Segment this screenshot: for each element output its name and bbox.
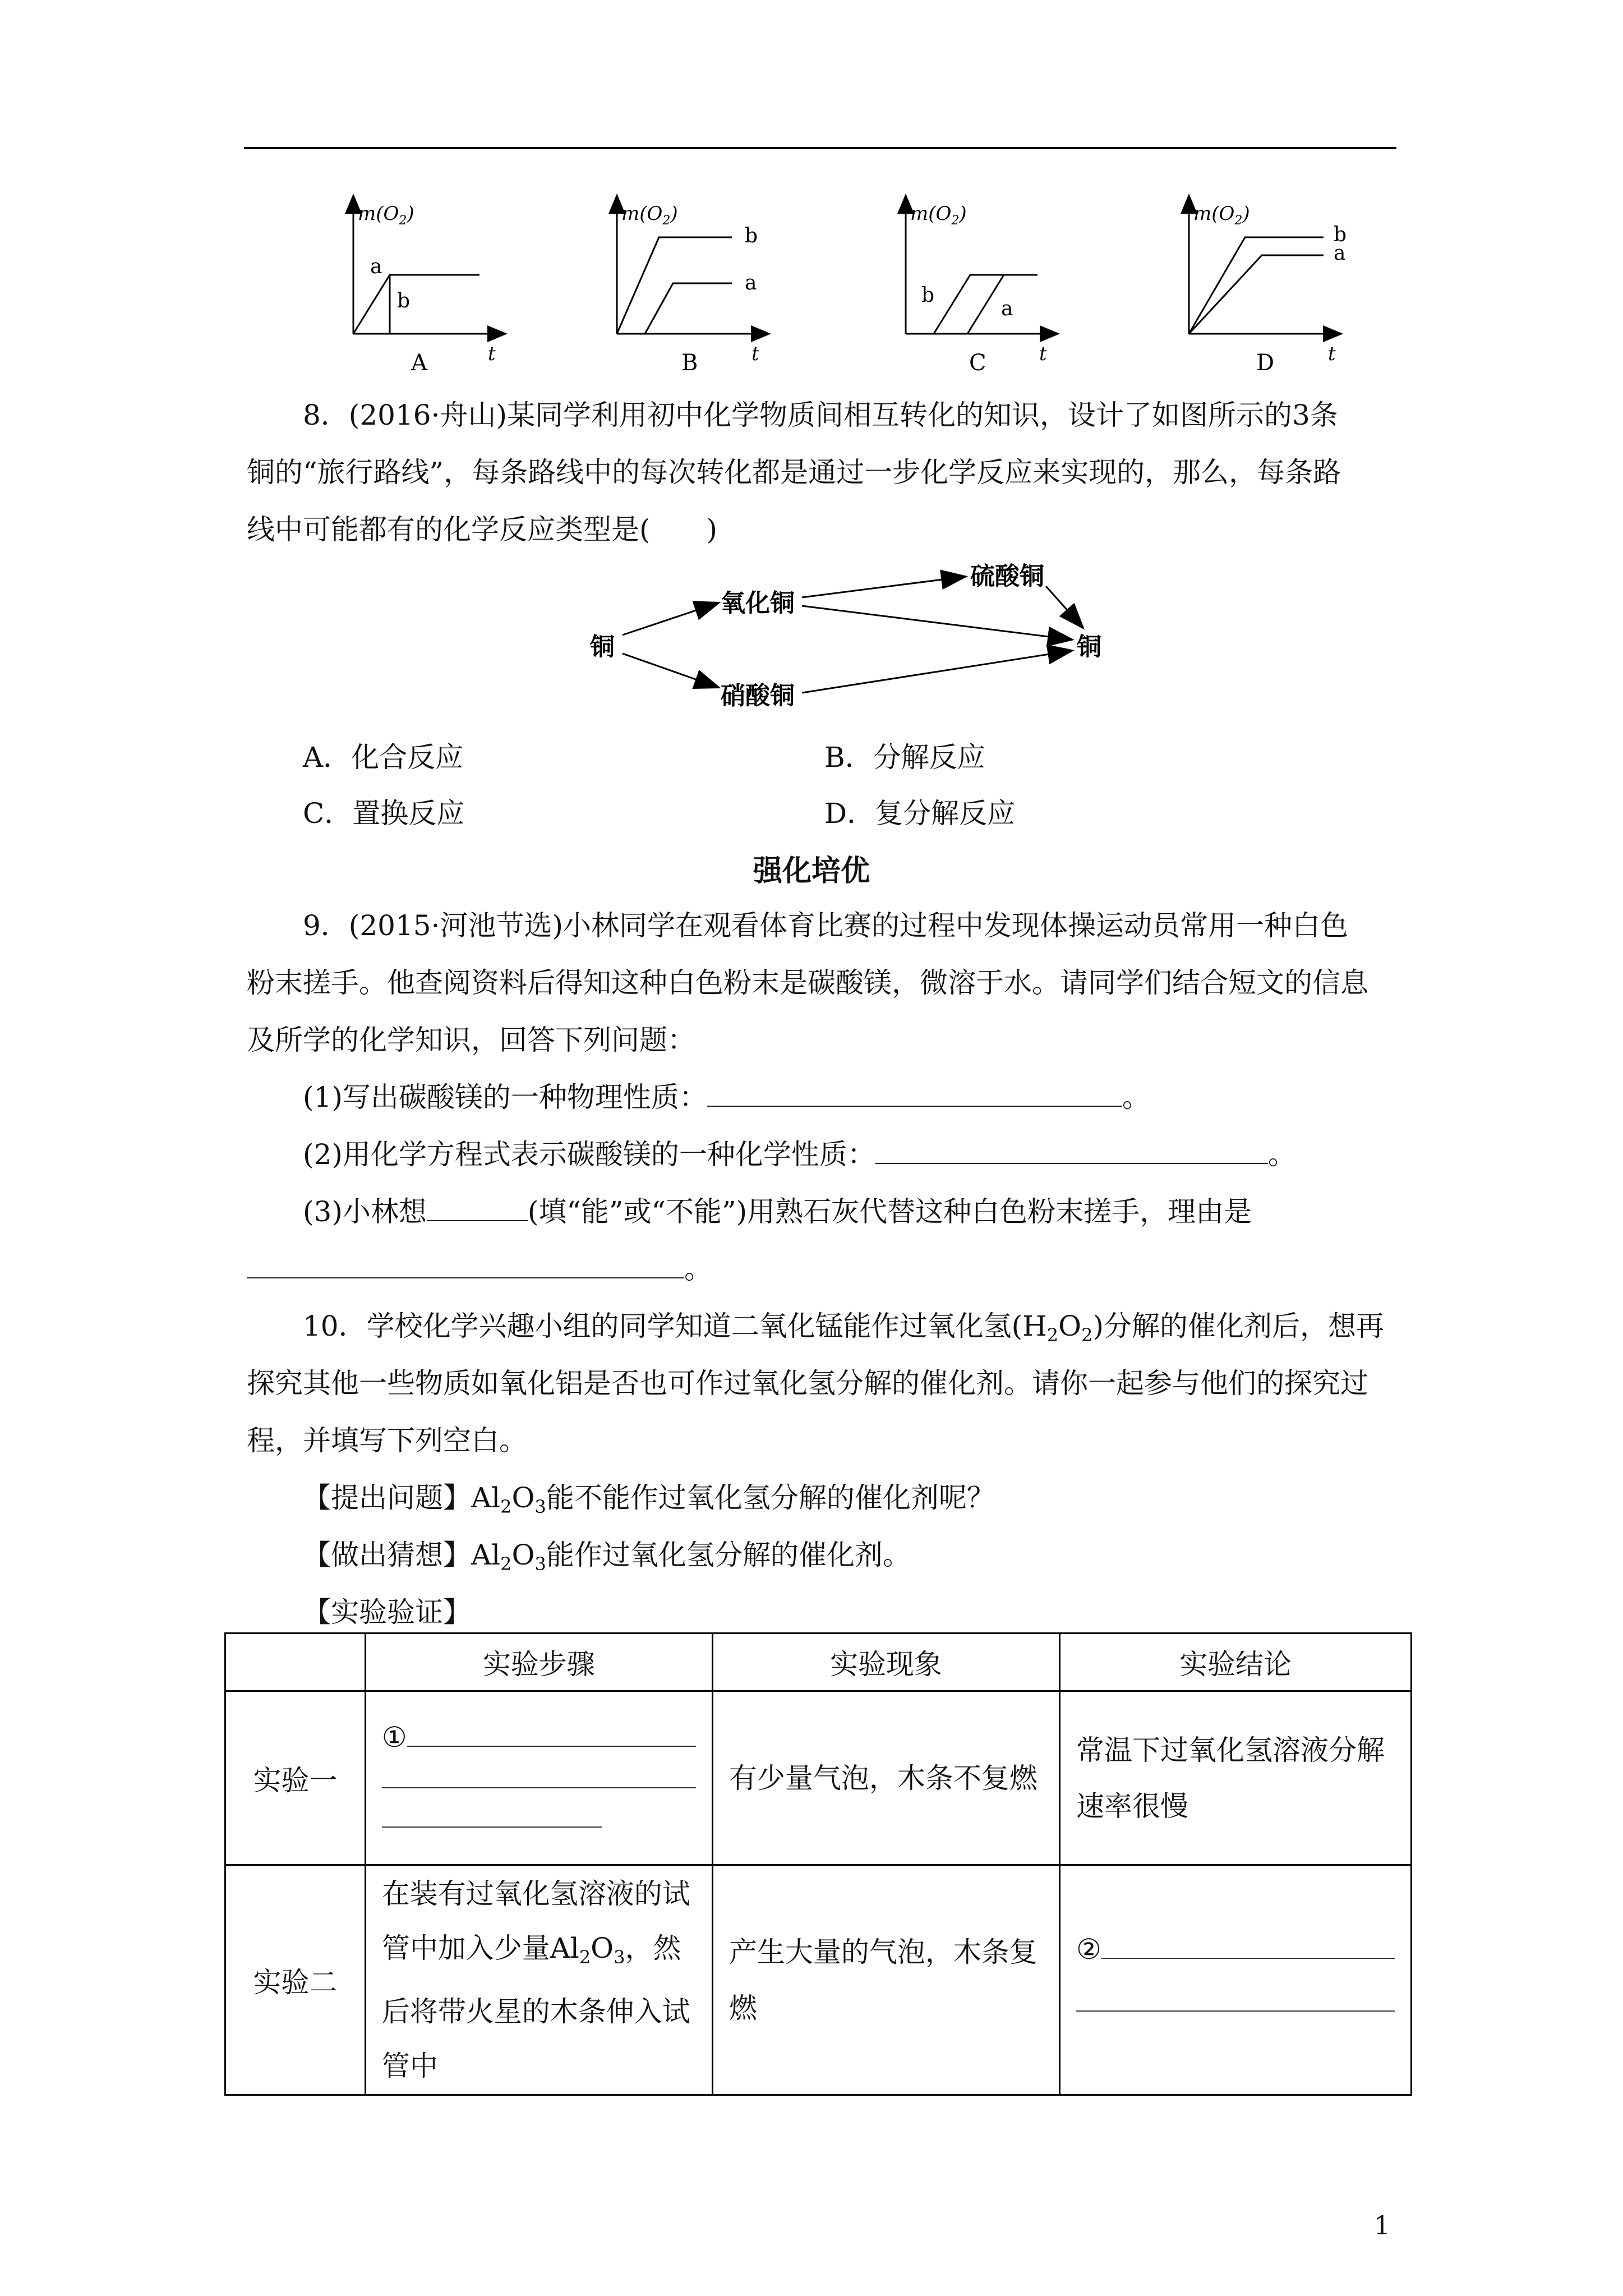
q9-sub-1-text: (1)写出碳酸镁的一种物理性质： — [303, 1081, 707, 1114]
q10-line-3: 程，并填写下列空白。 — [247, 1424, 527, 1457]
graph-b-curve-b — [617, 237, 732, 334]
arrow-sulfate-to-copper — [1046, 586, 1082, 627]
q9-answer-2-blank[interactable] — [875, 1135, 1268, 1164]
q10-line-1: 10．学校化学兴趣小组的同学知道二氧化锰能作过氧化氢$(H_2O_2)$分解的催化剂后，想再 — [303, 1310, 1384, 1346]
q8-option-d: D．复分解反应 — [824, 797, 1016, 830]
q9-sub-3-cont: 。 — [247, 1246, 712, 1287]
q10-verify-label: 【实验验证】 — [303, 1596, 471, 1628]
copper-route-diagram — [578, 555, 1144, 724]
graph-panel-c — [906, 202, 1052, 376]
row-2-conclusion-blank-2[interactable] — [1076, 1988, 1395, 2012]
graph-a-label-a: a — [370, 255, 382, 278]
table-header-conclusion: 实验结论 — [1060, 1634, 1412, 1691]
q9-line-3: 及所学的化学知识，回答下列问题： — [247, 1024, 695, 1056]
table-header-blank — [225, 1634, 366, 1691]
q9-sub-3-text-b: (填“能”或“不能”)用熟石灰代替这种白色粉末搓手，理由是 — [527, 1195, 1252, 1228]
row-1-phenomenon: 有少量气泡，木条不复燃 — [712, 1691, 1059, 1865]
q8-option-c: C．置换反应 — [303, 797, 465, 830]
graph-a-y-label: $m(O_2)$ — [358, 203, 414, 228]
row-2-name: 实验二 — [225, 1865, 366, 2095]
graph-b-label-b: b — [745, 224, 758, 247]
q10-hypothesis: 【做出猜想】$Al_2O_3$能作过氧化氢分解的催化剂。 — [303, 1539, 911, 1575]
graph-b-label-a: a — [745, 272, 757, 295]
arrow-copper-to-nitrate — [623, 654, 718, 687]
graph-a-label-b: b — [397, 289, 411, 312]
row-2-steps: 在装有过氧化氢溶液的试管中加入少量$Al_2O_3$，然后将带火星的木条伸入试管中 — [365, 1865, 712, 2095]
graph-d-label-a: a — [1334, 242, 1346, 265]
table-row — [225, 1865, 1412, 2095]
graph-b-t-label: t — [751, 343, 759, 365]
q9-answer-3b-blank[interactable] — [247, 1249, 684, 1278]
row-2-conclusion-marker: ② — [1076, 1932, 1101, 1966]
q9-answer-3a-blank[interactable] — [427, 1192, 528, 1221]
header-rule — [244, 147, 1396, 149]
graph-a-t-label: t — [488, 343, 496, 365]
graph-d-t-label: t — [1328, 343, 1336, 365]
graph-panel-b — [617, 202, 763, 376]
arrow-nitrate-to-copper — [802, 651, 1071, 693]
row-2-phenomenon: 产生大量的气泡，木条复燃 — [712, 1865, 1059, 2095]
graph-d-y-label: $m(O_2)$ — [1193, 203, 1250, 228]
row-1-step-blank-2[interactable] — [382, 1765, 696, 1788]
arrow-oxide-to-copper — [802, 606, 1071, 639]
row-2-conclusion — [1060, 1865, 1412, 2095]
graph-b-curve-a — [645, 283, 732, 334]
table-header-steps: 实验步骤 — [365, 1634, 712, 1691]
graph-d-curve-a — [1189, 255, 1324, 334]
q8-option-a: A．化合反应 — [303, 741, 464, 774]
q10-raise-question: 【提出问题】$Al_2O_3$能不能作过氧化氢分解的催化剂呢？ — [303, 1481, 995, 1517]
graph-c-t-label: t — [1039, 343, 1047, 365]
q8-option-b: B．分解反应 — [824, 741, 985, 774]
q9-sub-1: (1)写出碳酸镁的一种物理性质： 。 — [303, 1075, 1150, 1115]
graph-panel-d — [1189, 202, 1347, 376]
graph-c-label-b: b — [921, 284, 935, 307]
row-1-step-marker: ① — [381, 1720, 407, 1754]
node-copper-start: 铜 — [590, 633, 615, 661]
q9-sub-3 — [303, 1189, 1252, 1230]
graph-a-curve-a — [353, 275, 479, 334]
table-header-phenomenon: 实验现象 — [712, 1634, 1059, 1691]
graph-d-label-b: b — [1334, 223, 1347, 246]
row-1-steps — [365, 1691, 712, 1865]
oxygen-mass-graphs — [314, 185, 1380, 387]
q8-line-3: 线中可能都有的化学反应类型是( ) — [247, 513, 718, 546]
row-1-name: 实验一 — [225, 1691, 366, 1865]
graph-d-letter: D — [1256, 350, 1275, 376]
experiment-table — [224, 1632, 1412, 2096]
q8-line-1: 8．(2016·舟山)某同学利用初中化学物质间相互转化的知识，设计了如图所示的3条 — [303, 399, 1338, 431]
graph-b-y-label: $m(O_2)$ — [621, 203, 678, 228]
section-title: 强化培优 — [753, 854, 870, 888]
graph-c-letter: C — [969, 350, 986, 376]
arrow-oxide-to-sulfate — [802, 577, 965, 597]
q8-line-2: 铜的“旅行路线”，每条路线中的每次转化都是通过一步化学反应来实现的，那么，每条路 — [247, 456, 1341, 489]
q9-line-2: 粉末搓手。他查阅资料后得知这种白色粉末是碳酸镁，微溶于水。请同学们结合短文的信息 — [247, 967, 1368, 999]
q9-answer-1-blank[interactable] — [707, 1078, 1122, 1107]
q9-sub-2: (2)用化学方程式表示碳酸镁的一种化学性质： 。 — [303, 1132, 1296, 1172]
graph-b-letter: B — [681, 350, 698, 376]
graph-d-curve-b — [1189, 237, 1324, 334]
page-number: 1 — [1373, 2210, 1390, 2240]
node-copper-nitrate: 硝酸铜 — [721, 682, 795, 710]
q9-sub-2-text: (2)用化学方程式表示碳酸镁的一种化学性质： — [303, 1138, 875, 1171]
table-header-row — [225, 1634, 1412, 1691]
table-row — [225, 1691, 1412, 1865]
row-1-step-blank-1[interactable] — [407, 1723, 696, 1747]
arrow-copper-to-oxide — [623, 603, 718, 635]
node-copper-end: 铜 — [1077, 633, 1101, 661]
node-copper-oxide: 氧化铜 — [721, 589, 795, 618]
q10-line-2: 探究其他一些物质如氧化铝是否也可作过氧化氢分解的催化剂。请你一起参与他们的探究过 — [247, 1367, 1368, 1400]
row-1-step-blank-3[interactable] — [382, 1804, 602, 1828]
q9-sub-3-text-a: (3)小林想 — [303, 1195, 427, 1228]
graph-c-label-a: a — [1001, 297, 1013, 320]
graph-c-curve-a — [967, 275, 1004, 334]
graph-a-letter: A — [411, 350, 427, 376]
graph-c-y-label: $m(O_2)$ — [910, 203, 967, 228]
row-1-conclusion: 常温下过氧化氢溶液分解速率很慢 — [1060, 1691, 1412, 1865]
row-2-conclusion-blank-1[interactable] — [1101, 1935, 1395, 1959]
node-copper-sulfate: 硫酸铜 — [970, 562, 1044, 591]
q9-line-1: 9．(2015·河池节选)小林同学在观看体育比赛的过程中发现体操运动员常用一种白色 — [303, 909, 1348, 942]
graph-panel-a — [353, 202, 499, 376]
